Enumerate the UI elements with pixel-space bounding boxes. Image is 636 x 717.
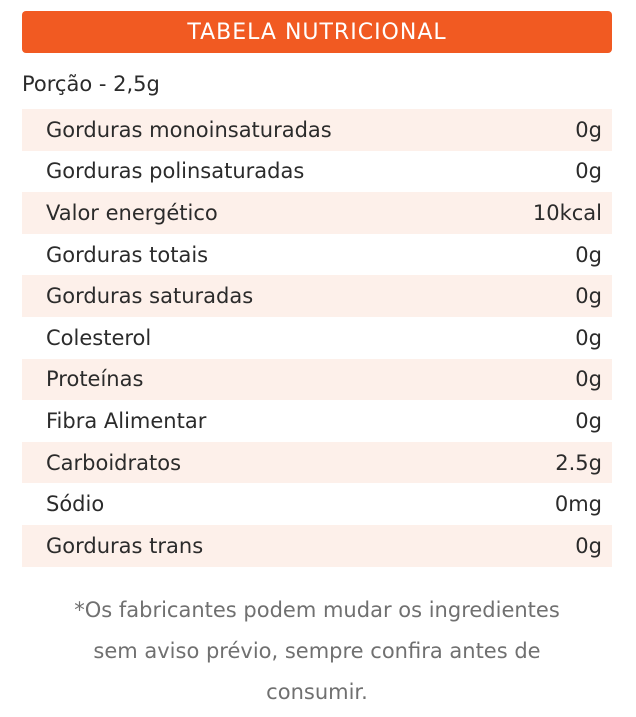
nutrient-value: 0g [575,159,602,184]
table-row [22,192,612,234]
nutrient-value: 0g [575,408,602,433]
nutrient-label: Gorduras monoinsaturadas [46,117,332,142]
nutrient-label: Gorduras polinsaturadas [46,159,305,184]
table-row [22,400,612,442]
nutrient-label: Gorduras totais [46,242,209,267]
table-row [22,234,612,276]
nutrient-value: 0g [575,325,602,350]
table-row [22,151,612,193]
nutrient-value: 0g [575,367,602,392]
nutrient-label: Gorduras saturadas [46,284,254,309]
nutrient-value: 0mg [554,492,602,517]
table-row [22,275,612,317]
nutrient-label: Proteínas [46,367,144,392]
nutrient-label: Fibra Alimentar [46,408,207,433]
table-row [22,359,612,401]
nutrient-value: 0g [575,242,602,267]
portion-size: Porção - 2,5g [22,72,160,96]
nutrient-label: Carboidratos [46,450,182,475]
table-row [22,442,612,484]
table-row [22,109,612,151]
nutrient-value: 10kcal [532,200,602,225]
table-row [22,317,612,359]
nutrient-label: Gorduras trans [46,533,204,558]
disclaimer-note: *Os fabricantes podem mudar os ingredientes sem aviso prévio, sempre confira antes de consumir. [74,598,560,704]
nutrient-label: Colesterol [46,325,152,350]
nutrition-table-header [22,11,612,53]
nutrient-label: Sódio [46,492,105,517]
nutrient-value: 0g [575,533,602,558]
table-row [22,525,612,567]
table-row [22,483,612,525]
nutrient-value: 0g [575,117,602,142]
header-title: TABELA NUTRICIONAL [187,19,447,45]
nutrient-value: 2.5g [555,450,602,475]
nutrient-value: 0g [575,284,602,309]
nutrient-label: Valor energético [46,200,218,225]
nutrition-table [22,109,612,567]
